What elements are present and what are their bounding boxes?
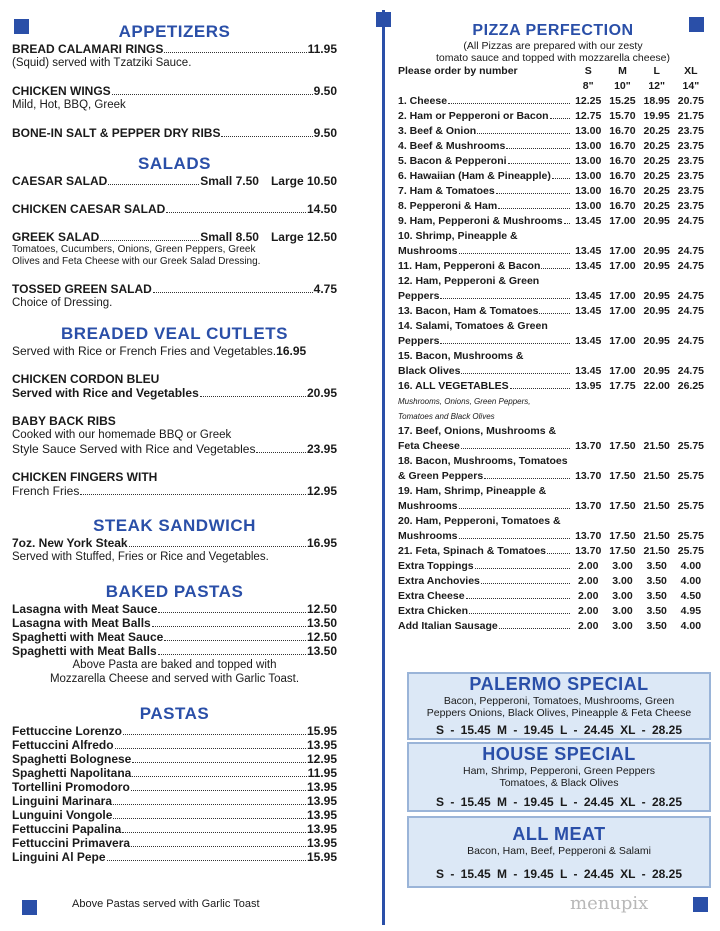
menu-item[interactable]: CHICKEN WINGS 9.50	[12, 84, 337, 98]
pizza-row[interactable]: Peppers 13.45 17.00 20.95 24.75	[398, 335, 705, 347]
pizza-ingredients: Tomatoes and Black Olives	[398, 412, 495, 421]
pizza-row[interactable]: Peppers 13.45 17.00 20.95 24.75	[398, 290, 705, 302]
pizza-row-title: 12. Ham, Pepperoni & Green	[398, 275, 540, 287]
pizza-size-header: Please order by number S M L XL	[398, 65, 698, 77]
baked-note: Above Pasta are baked and topped with	[72, 659, 277, 671]
pizza-row[interactable]: & Green Peppers 13.70 17.50 21.50 25.75	[398, 470, 705, 482]
menu-item[interactable]: Style Sauce Served with Rice and Vegetables 23.95	[12, 442, 337, 456]
pizza-row-title: 18. Bacon, Mushrooms, Tomatoes	[398, 455, 568, 467]
menu-item[interactable]: Spaghetti with Meat Sauce 12.50	[12, 630, 337, 644]
menu-item[interactable]: GREEK SALAD Small 8.50 Large 12.50	[12, 230, 337, 244]
baked-note: Mozzarella Cheese and served with Garlic Toast.	[49, 673, 300, 685]
special-title: ALL MEAT	[512, 824, 606, 844]
pastas-footer-note: Above Pastas served with Garlic Toast	[72, 898, 260, 910]
right-column	[398, 22, 708, 634]
pizza-subtitle: tomato sauce and topped with mozzarella cheese)	[435, 52, 671, 64]
menu-item[interactable]: BABY BACK RIBS	[12, 414, 116, 428]
palermo-special-box[interactable]	[407, 672, 711, 740]
baked-pasta-list	[12, 602, 337, 658]
menu-item[interactable]: Spaghetti with Meat Balls 13.50	[12, 644, 337, 658]
pizza-row[interactable]: 2. Ham or Pepperoni or Bacon 12.75 15.70 19.95 21.75	[398, 110, 705, 122]
pizza-heading: PIZZA PERFECTION	[472, 22, 634, 39]
watermark-logo: menupix	[570, 893, 649, 914]
menu-item[interactable]: 7oz. New York Steak 16.95	[12, 536, 337, 550]
pizza-row-title: 19. Ham, Shrimp, Pineapple &	[398, 485, 547, 497]
menu-item[interactable]: Fettuccini Alfredo 13.95	[12, 738, 337, 752]
menu-item[interactable]: Spaghetti Napolitana 11.95	[12, 766, 337, 780]
menu-item[interactable]: Tortellini Promodoro 13.95	[12, 780, 337, 794]
pizza-extra-row[interactable]: Extra Cheese 2.00 3.00 3.50 4.50	[398, 590, 702, 602]
baked-pastas-heading: BAKED PASTAS	[105, 582, 244, 601]
menu-item[interactable]: Fettuccine Lorenzo 15.95	[12, 724, 337, 738]
menu-item[interactable]: Linguini Marinara 13.95	[12, 794, 337, 808]
corner-square-bottom-left	[22, 900, 37, 915]
pizza-row[interactable]: Feta Cheese 13.70 17.50 21.50 25.75	[398, 440, 705, 452]
special-desc: Bacon, Pepperoni, Tomatoes, Mushrooms, Green	[443, 695, 675, 707]
special-title: HOUSE SPECIAL	[482, 744, 636, 764]
pizza-row-title: 10. Shrimp, Pineapple &	[398, 230, 518, 242]
pizza-row[interactable]: 5. Bacon & Pepperoni 13.00 16.70 20.25 23.75	[398, 155, 705, 167]
menu-item[interactable]: Fettuccini Papalina 13.95	[12, 822, 337, 836]
pizza-row-title: 14. Salami, Tomatoes & Green	[398, 320, 548, 332]
menu-item[interactable]: TOSSED GREEN SALAD 4.75	[12, 282, 337, 296]
all-meat-box[interactable]	[407, 816, 711, 888]
pizza-row[interactable]: Mushrooms 13.70 17.50 21.50 25.75	[398, 530, 705, 542]
pizza-row[interactable]: 9. Ham, Pepperoni & Mushrooms 13.45 17.00 20.95 24.75	[398, 215, 705, 227]
pizza-subtitle: (All Pizzas are prepared with our zesty	[463, 40, 643, 52]
item-description: Cooked with our homemade BBQ or Greek	[12, 429, 232, 441]
item-description: Mild, Hot, BBQ, Greek	[12, 99, 126, 111]
item-description: Choice of Dressing.	[12, 297, 113, 309]
pizza-row[interactable]: 16. ALL VEGETABLES 13.95 17.75 22.00 26.25	[398, 380, 705, 392]
pizza-row[interactable]: 1. Cheese 12.25 15.25 18.95 20.75	[398, 95, 705, 107]
pastas-heading: PASTAS	[139, 704, 210, 723]
special-desc: Tomatoes, & Black Olives	[499, 777, 619, 789]
appetizers-heading: APPETIZERS	[118, 22, 231, 41]
item-description: Olives and Feta Cheese with our Greek Salad Dressing.	[12, 256, 261, 267]
item-description: Served with Stuffed, Fries or Rice and Vegetables.	[12, 551, 269, 563]
pizza-row-title: 17. Beef, Onions, Mushrooms &	[398, 425, 557, 437]
pizza-extra-row[interactable]: Extra Toppings 2.00 3.00 3.50 4.00	[398, 560, 702, 572]
menu-item[interactable]: CHICKEN CORDON BLEU	[12, 372, 160, 386]
menu-item[interactable]: CHICKEN CAESAR SALAD 14.50	[12, 202, 337, 216]
menu-item[interactable]: CHICKEN FINGERS WITH	[12, 470, 158, 484]
special-title: PALERMO SPECIAL	[469, 674, 649, 694]
item-description: Tomatoes, Cucumbers, Onions, Green Peppers, Greek	[12, 244, 256, 255]
menu-item[interactable]: CAESAR SALAD Small 7.50 Large 10.50	[12, 174, 337, 188]
pizza-row-title: 15. Bacon, Mushrooms &	[398, 350, 524, 362]
item-description: (Squid) served with Tzatziki Sauce.	[12, 57, 192, 69]
column-divider	[382, 10, 385, 925]
pizza-row[interactable]: 6. Hawaiian (Ham & Pineapple) 13.00 16.70 20.25 23.75	[398, 170, 705, 182]
pizza-extra-row[interactable]: Add Italian Sausage 2.00 3.00 3.50 4.00	[398, 620, 702, 632]
menu-item[interactable]: Lunguini Vongole 13.95	[12, 808, 337, 822]
menu-item[interactable]: Served with Rice or French Fries and Vegetables. 16.95	[12, 344, 307, 358]
pizza-extra-row[interactable]: Extra Chicken 2.00 3.00 3.50 4.95	[398, 605, 702, 617]
special-desc: Ham, Shrimp, Pepperoni, Green Peppers	[462, 765, 655, 777]
menu-item[interactable]: Fettuccini Primavera 13.95	[12, 836, 337, 850]
steak-heading: STEAK SANDWICH	[93, 516, 256, 535]
house-special-box[interactable]	[407, 742, 711, 812]
special-desc: Peppers Onions, Black Olives, Pineapple & Feta Cheese	[426, 707, 692, 719]
menu-item[interactable]: Lasagna with Meat Balls 13.50	[12, 616, 337, 630]
menu-item[interactable]: Linguini Al Pepe 15.95	[12, 850, 337, 864]
left-column	[12, 22, 337, 864]
menu-item[interactable]: Spaghetti Bolognese 12.95	[12, 752, 337, 766]
special-prices: S - 15.45 M - 19.45 L - 24.45 XL - 28.25	[435, 795, 682, 809]
pizza-row-title: 20. Ham, Pepperoni, Tomatoes &	[398, 515, 561, 527]
pizza-row[interactable]: 11. Ham, Pepperoni & Bacon 13.45 17.00 20.95 24.75	[398, 260, 705, 272]
pizza-row[interactable]: 13. Bacon, Ham & Tomatoes 13.45 17.00 20.95 24.75	[398, 305, 705, 317]
pizza-row[interactable]: Black Olives 13.45 17.00 20.95 24.75	[398, 365, 705, 377]
pizza-row[interactable]: Mushrooms 13.45 17.00 20.95 24.75	[398, 245, 705, 257]
menu-item[interactable]: Served with Rice and Vegetables 20.95	[12, 386, 337, 400]
pizza-row[interactable]: Mushrooms 13.70 17.50 21.50 25.75	[398, 500, 705, 512]
pizza-table	[398, 64, 708, 634]
pizza-extra-row[interactable]: Extra Anchovies 2.00 3.00 3.50 4.00	[398, 575, 702, 587]
menu-item[interactable]: French Fries 12.95	[12, 484, 337, 498]
special-prices: S - 15.45 M - 19.45 L - 24.45 XL - 28.25	[435, 867, 682, 881]
pizza-ingredients: Mushrooms, Onions, Green Peppers,	[398, 397, 531, 406]
menu-item[interactable]: BREAD CALAMARI RINGS 11.95	[12, 42, 337, 56]
special-desc: Bacon, Ham, Beef, Pepperoni & Salami	[467, 845, 651, 857]
pizza-inch-header: 8" 10" 12" 14"	[582, 80, 700, 92]
pizza-row[interactable]: 8. Pepperoni & Ham 13.00 16.70 20.25 23.75	[398, 200, 705, 212]
pizza-row[interactable]: 4. Beef & Mushrooms 13.00 16.70 20.25 23.75	[398, 140, 705, 152]
menu-item[interactable]: Lasagna with Meat Sauce 12.50	[12, 602, 337, 616]
salads-heading: SALADS	[138, 154, 211, 173]
pasta-list	[12, 724, 337, 864]
menu-item[interactable]: BONE-IN SALT & PEPPER DRY RIBS 9.50	[12, 126, 337, 140]
corner-square-bottom-right	[693, 897, 708, 912]
pizza-row[interactable]: 21. Feta, Spinach & Tomatoes 13.70 17.50 21.50 25.75	[398, 545, 705, 557]
veal-heading: BREADED VEAL CUTLETS	[61, 324, 288, 343]
pizza-row[interactable]: 3. Beef & Onion 13.00 16.70 20.25 23.75	[398, 125, 705, 137]
pizza-row[interactable]: 7. Ham & Tomatoes 13.00 16.70 20.25 23.75	[398, 185, 705, 197]
special-prices: S - 15.45 M - 19.45 L - 24.45 XL - 28.25	[435, 723, 682, 737]
